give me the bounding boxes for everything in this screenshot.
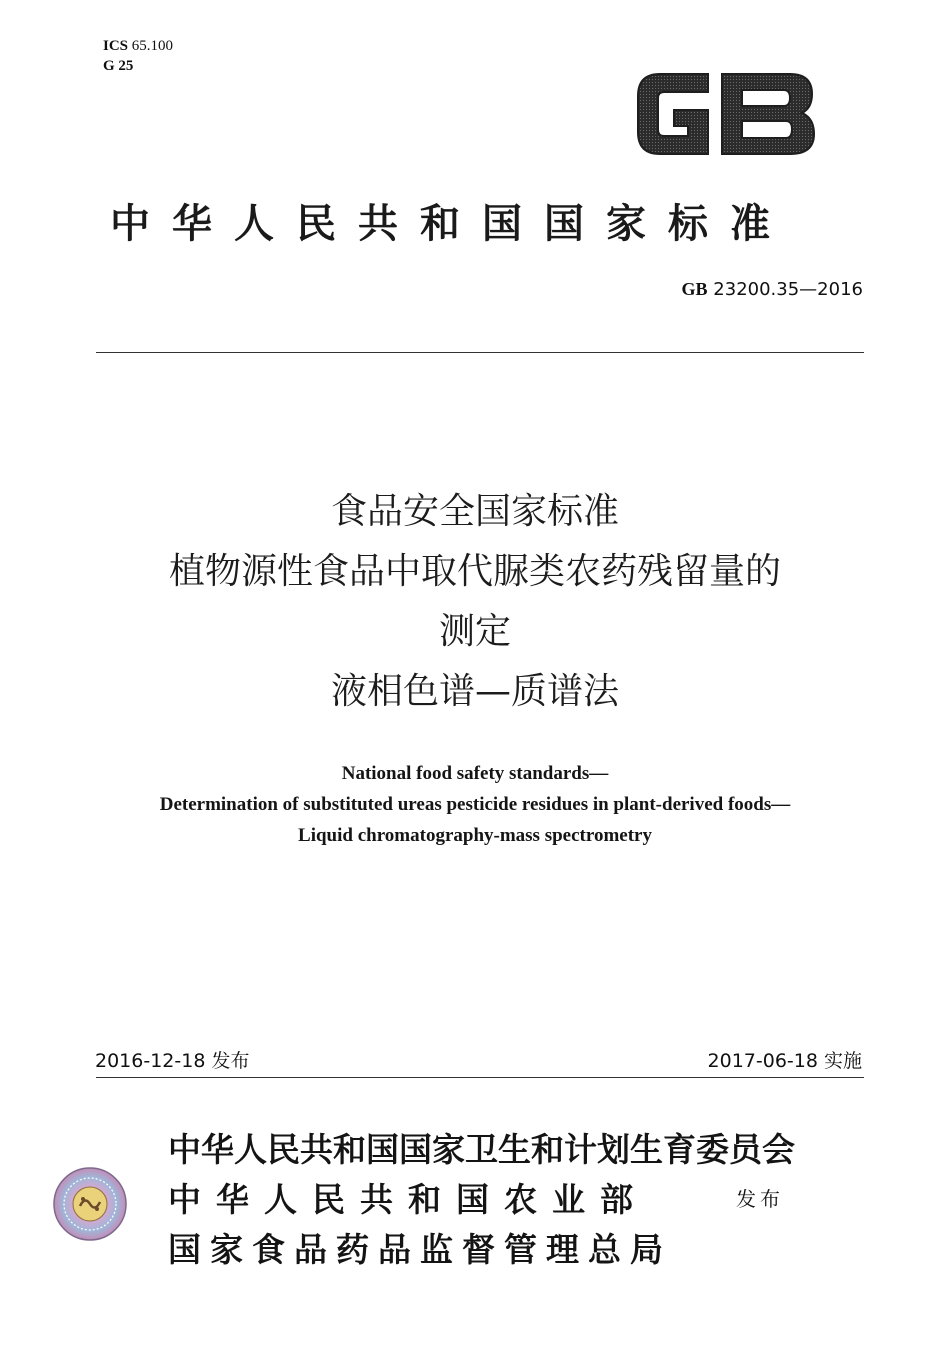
logo-letter-b <box>722 74 814 154</box>
implement-date: 2017-06-18 <box>707 1050 818 1072</box>
standard-number <box>682 279 863 300</box>
logo-letter-g <box>638 74 708 154</box>
issue-date-row <box>95 1046 249 1073</box>
standard-number-prefix: GB <box>681 279 708 299</box>
issuer-nhfpc: 中华人民共和国国家卫生和计划生育委员会 <box>168 1130 795 1169</box>
gb-logo <box>630 66 820 162</box>
english-title <box>0 758 950 851</box>
category-code: G 25 <box>103 58 134 74</box>
hologram-seal-icon <box>52 1166 128 1242</box>
english-title-line-2: Determination of substituted ureas pesticide residues in plant-derived foods— <box>159 794 791 815</box>
standard-type-heading: 中华人民共和国国家标准 <box>110 201 792 247</box>
issue-label: 发布 <box>211 1050 250 1072</box>
issue-date: 2016-12-18 <box>95 1050 206 1072</box>
issuer-cfda: 国家食品药品监督管理总局 <box>168 1230 672 1269</box>
ics-code: 65.100 <box>131 38 174 54</box>
standard-number-value: 23200.35—2016 <box>713 279 863 300</box>
classification-codes <box>103 36 173 76</box>
english-title-line-1: National food safety standards— <box>341 763 609 784</box>
bottom-divider <box>96 1077 864 1078</box>
english-title-line-3: Liquid chromatography-mass spectrometry <box>298 825 652 846</box>
chinese-title-line-1: 食品安全国家标准 <box>330 491 619 532</box>
implement-label: 实施 <box>823 1050 862 1072</box>
chinese-title <box>0 482 950 722</box>
top-divider <box>96 352 864 353</box>
chinese-title-line-3: 测定 <box>438 611 511 652</box>
publish-label: 发布 <box>736 1187 784 1211</box>
implement-date-row <box>708 1046 862 1073</box>
issuer-moa: 中华人民共和国农业部 <box>168 1180 648 1219</box>
chinese-title-line-4: 液相色谱—质谱法 <box>330 671 619 712</box>
ics-label: ICS <box>103 38 129 54</box>
chinese-title-line-2: 植物源性食品中取代脲类农药残留量的 <box>168 551 781 592</box>
